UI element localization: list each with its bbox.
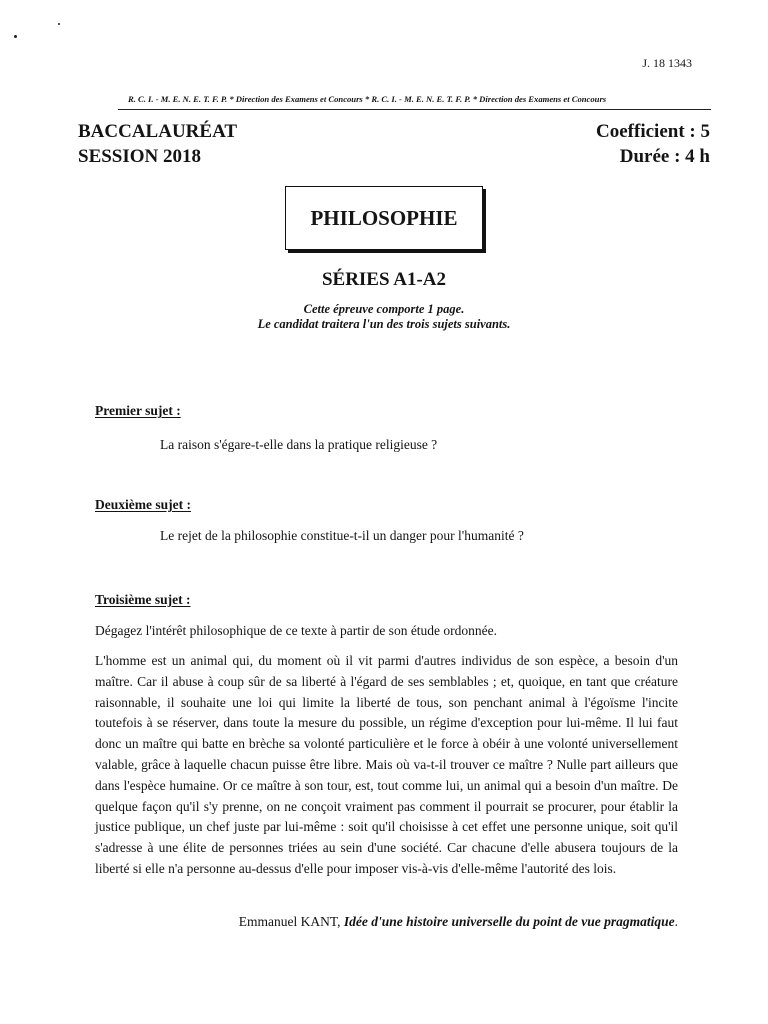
header-rule — [118, 109, 711, 110]
exam-coefficient: Coefficient : 5 — [596, 121, 710, 142]
instruction-line: Cette épreuve comporte 1 page. — [303, 302, 465, 316]
exam-header-left — [78, 119, 237, 169]
series-title: SÉRIES A1-A2 — [321, 269, 447, 290]
sujet-3-instruction: Dégagez l'intérêt philosophique de ce texte à partir de son étude ordonnée. — [95, 623, 498, 638]
sujet-1-title: Premier sujet : — [95, 403, 181, 418]
exam-session: SESSION 2018 — [78, 146, 202, 167]
citation-end: . — [674, 914, 678, 929]
scan-speck — [14, 35, 17, 38]
exam-reference-code: J. 18 1343 — [642, 56, 692, 70]
sujet-2-title: Deuxième sujet : — [95, 497, 191, 512]
instruction-line: Le candidat traitera l'un des trois sujets suivants. — [257, 317, 511, 331]
exam-header-right — [596, 119, 710, 169]
sujet-3-passage: L'homme est un animal qui, du moment où il vit parmi d'autres individus de son espèce, a besoin d'un maître. Car il abuse à coup sûr de sa liberté à l'égard de ses semblables ; et, quoique, en tant que créature raisonnable, il souhaite une loi qui limite la liberté de tous, son penchant animal à l'égoïsme l'incite toutefois à se réserver, dans toute la mesure du possible, un régime d'exception pour lui-même. Il lui faut donc un maître qui batte en brèche sa volonté particulière et le force à obéir à une volonté universellement valable, grâce à laquelle chacun puisse être libre. Mais où va-t-il trouver ce maître ? Nulle part ailleurs que dans l'espèce humaine. Or ce maître à son tour, est, tout comme lui, un animal qui a besoin d'un maître. De quelque façon qu'il s'y prenne, on ne conçoit vraiment pas comment il pourrait se procurer, pour établir la justice publique, un chef juste par lui-même : soit qu'il choisisse à cet effet une personne unique, soit qu'il s'adresse à une élite de personnes triées au sein d'une société. Car chacune d'elle abusera toujours de la liberté si elle n'a personne au-dessus d'elle pour imposer vis-à-vis d'elle-même l'autorité des lois. — [95, 653, 678, 876]
sujet-1-question: La raison s'égare-t-elle dans la pratique religieuse ? — [160, 437, 438, 452]
exam-duration: Durée : 4 h — [619, 146, 710, 167]
scan-speck — [58, 23, 60, 25]
ministry-banner: R. C. I. - M. E. N. E. T. F. P. * Direction des Examens et Concours * R. C. I. - M. E. N. E. T. F. P. * Direction des Examens et Concours — [128, 94, 607, 104]
sujet-3-title: Troisième sujet : — [95, 592, 191, 607]
passage-citation — [239, 914, 678, 930]
citation-work: Idée d'une histoire universelle du point de vue pragmatique — [343, 914, 675, 929]
subject-title: PHILOSOPHIE — [310, 205, 458, 230]
subject-title-box — [285, 186, 483, 250]
sujet-2-question: Le rejet de la philosophie constitue-t-il un danger pour l'humanité ? — [160, 528, 524, 543]
exam-instructions — [0, 302, 768, 332]
citation-author: Emmanuel KANT, — [238, 914, 344, 929]
exam-name: BACCALAURÉAT — [78, 121, 238, 142]
